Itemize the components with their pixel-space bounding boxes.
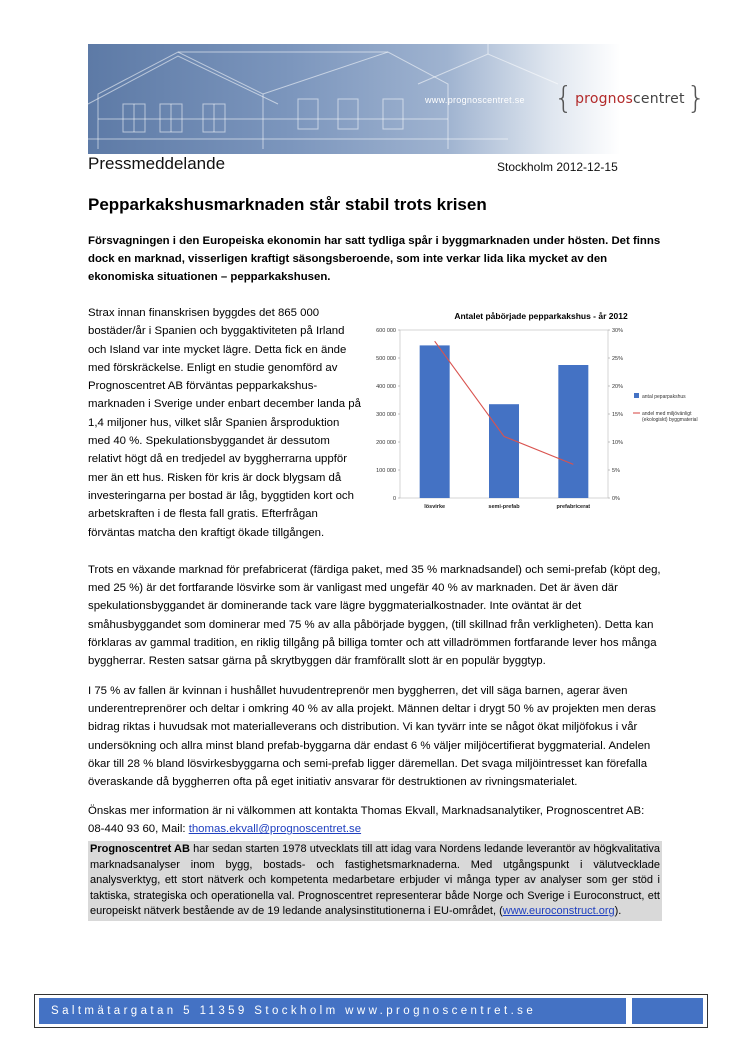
right-tick-label: 5% — [612, 468, 620, 474]
legend-label-line-1: andel med miljövänligt — [642, 411, 692, 417]
bar — [489, 404, 519, 498]
logo-left: prognos — [575, 91, 634, 107]
chart — [366, 305, 698, 520]
contact-email-link[interactable]: thomas.ekvall@prognoscentret.se — [188, 823, 362, 836]
right-tick-label: 15% — [612, 412, 624, 418]
category-label: prefabricerat — [556, 504, 591, 510]
logo-brace-open: { — [554, 81, 574, 116]
about-box — [88, 841, 662, 921]
footer-address: Saltmätargatan 5 11359 Stockholm www.prognoscentret.se — [39, 998, 626, 1024]
left-tick-label: 200 000 — [376, 440, 396, 446]
about-text: har sedan starten 1978 utvecklats till att idag vara Nordens ledande leverantör av högkvalitativa marknadsanalyser inom bygg, bostads- och fastighetsmarknaderna. Med utgångspunkt i välutvecklade analysverktyg, ett stort nätverk och kompetenta medarbetare erbjuder vi många typer av analyser som ger stöd i taktiska, strategiska och operationella val. Prognoscentret representerar både Norge och Sverige i Euroconstruct, ett europeiskt nätverk bestående av de 19 ledande analysinstitutionerna i EU-området, ( — [90, 843, 661, 917]
right-tick-label: 10% — [612, 440, 624, 446]
left-tick-label: 300 000 — [376, 412, 396, 418]
paragraph-market: Trots en växande marknad för prefabricerat (färdiga paket, med 35 % marknadsandel) och semi-prefab (köpt deg, med 25 %) är det fortfarande lösvirke som är vanligast med ungefär 40 % av marknaden. Det är även där spekulationsbyggandet är dominerande tack vare lägre byggmaterialkostnader. Inte oväntat är det småhusbyggandet som dominerar med 75 % av alla påbörjade byggen, (till skillnad från verkligheten). Detta kan förklaras av gammal tradition, en riklig tillgång på billiga tomter och att villadrömmen fortfarande lever hos många byggherrar. Resten satsar gärna på skrytbyggen där framförallt slott är en populär byggtyp. — [88, 564, 661, 668]
logo-brace-close: } — [686, 81, 706, 116]
chart-title: Antalet påbörjade pepparkakshus - år 2012 — [454, 311, 628, 321]
left-tick-label: 0 — [392, 496, 396, 502]
logo-right: centret — [633, 91, 685, 107]
left-tick-label: 100 000 — [376, 468, 396, 474]
legend-label-bar: antal peparpakshus — [642, 394, 686, 400]
contact-paragraph — [88, 802, 663, 838]
right-tick-label: 20% — [612, 384, 624, 390]
right-tick-label: 25% — [612, 356, 624, 362]
ingress: Försvagningen i den Europeiska ekonomin har satt tydliga spår i byggmarknaden under hösten. Det finns dock en marknad, visserligen kraftigt säsongsberoende, som inte verkar lida lika mycket av den ekonomiska situationen – pepparkakshusen. — [88, 235, 661, 283]
company-logo — [554, 81, 706, 116]
left-tick-label: 600 000 — [376, 328, 396, 334]
banner-url: www.prognoscentret.se — [425, 95, 525, 105]
paragraph-builders: I 75 % av fallen är kvinnan i hushållet huvudentreprenör men byggherren, det vill säga barnen, agerar även underentreprenörer och deltar i omkring 40 % av alla projekt. Männen deltar i drygt 50 % av projekten men deras bidrag riktas i huvudsak mot materialleverans och distribution. Vi kan tyvärr inte se något ökat miljöfokus i vår undersökning och allra minst bland prefab-byggarna där endast 6 % väljer miljöcertifierat byggmaterial. Andelen ökar till 28 % bland lösvirkesbyggarna och semi-prefab ligger däremellan. Det svaga miljöintresset kan förefalla överaskande då byggherren ofta på eget initiativ ansvarar för destruktionen av rivningsmaterialet. — [88, 685, 656, 789]
category-label: lösvirke — [424, 504, 446, 510]
category-label: semi-prefab — [488, 504, 520, 510]
left-tick-label: 500 000 — [376, 356, 396, 362]
bar — [558, 365, 588, 498]
legend-label-line-2: (ekologiskt) byggmaterial — [642, 417, 698, 423]
right-tick-label: 0% — [612, 496, 620, 502]
press-label: Pressmeddelande — [88, 154, 226, 173]
footer-box — [632, 998, 703, 1024]
left-tick-label: 400 000 — [376, 384, 396, 390]
contact-text: Önskas mer information är ni välkommen att kontakta Thomas Ekvall, Marknadsanalytiker, Prognoscentret AB: 08-440 93 60, Mail: — [88, 805, 645, 836]
about-company-name: Prognoscentret AB — [90, 843, 190, 855]
right-tick-label: 30% — [612, 328, 624, 334]
release-date: Stockholm 2012-12-15 — [497, 160, 618, 174]
euroconstruct-link[interactable]: www.euroconstruct.org — [502, 905, 615, 917]
intro-column: Strax innan finanskrisen byggdes det 865 000 bostäder/år i Spanien och byggaktiviteten på Irland och Island var inte mycket lägre. Detta fick en ände med förskräckelse. Enligt en studie genomförd av Prognoscentret AB förväntas pepparkakshus-marknaden i Sverige under enbart december landa på 1,4 miljoner hus, vilket slår Spanien årsproduktion med 40 %. Spekulationsbyggandet är dessutom relativt högt då en tredjedel av byggherrarna uppför mer än ett hus. Risken för kris är dock blygsam då investeringarna per bostad är låg, byggtiden kort och arbetskraften i de flesta fall gratis. Efterfrågan förväntas matcha den kraftigt ökade tillgången. — [88, 307, 361, 539]
header-banner — [88, 44, 706, 154]
footer — [34, 994, 708, 1028]
headline: Pepparkakshusmarknaden står stabil trots krisen — [88, 195, 487, 214]
about-end: ). — [614, 905, 622, 917]
bar — [420, 345, 450, 498]
legend-swatch-bar — [634, 393, 639, 398]
logo-wordmark — [575, 91, 685, 107]
